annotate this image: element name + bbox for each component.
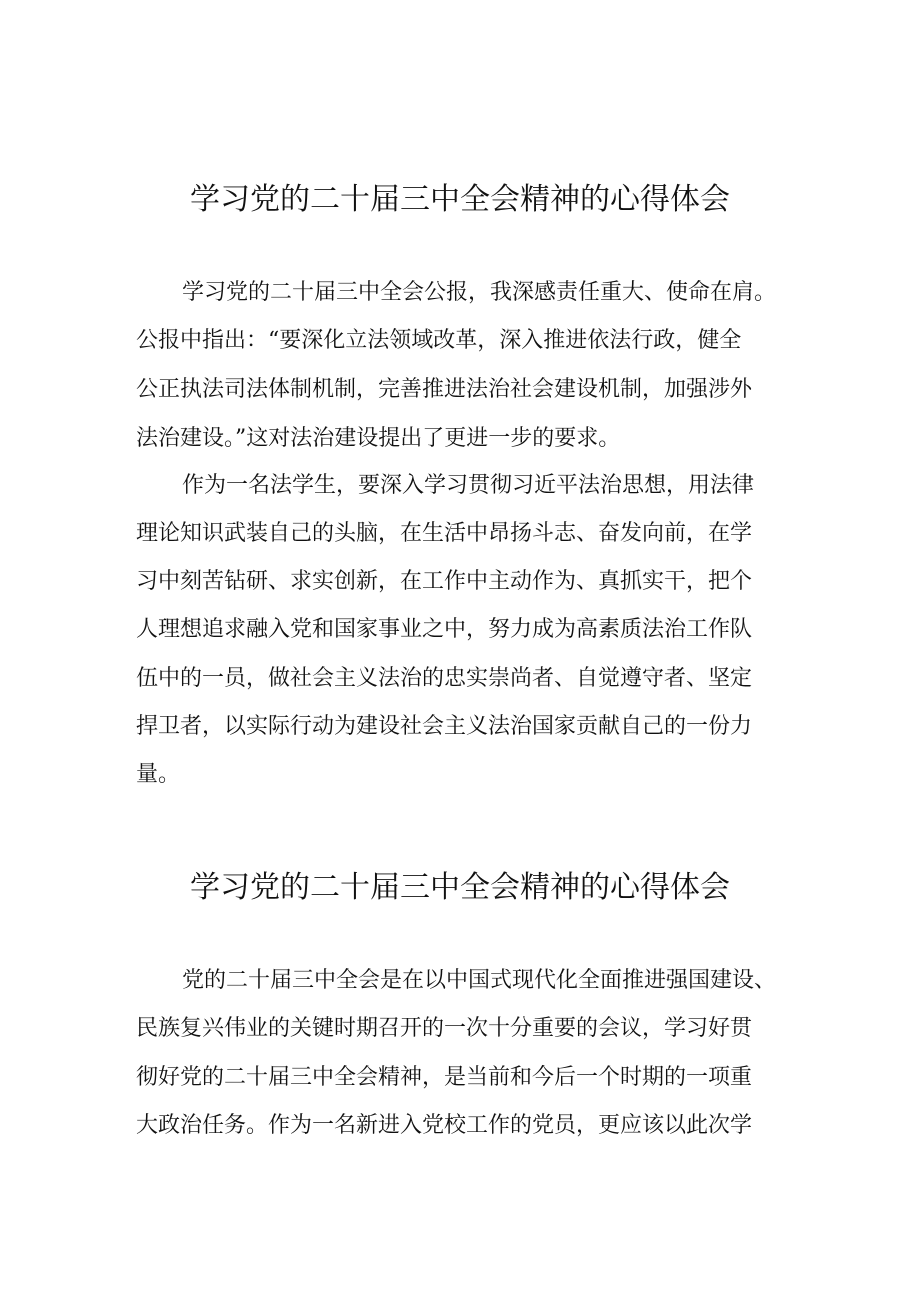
section-1-title: 学习党的二十届三中全会精神的心得体会 <box>190 182 730 217</box>
section-2-title: 学习党的二十届三中全会精神的心得体会 <box>190 870 730 905</box>
paragraph-line: 理论知识武装自己的头脑，在生活中昂扬斗志、奋发向前，在学 <box>136 521 753 546</box>
paragraph-line: 彻好党的二十届三中全会精神，是当前和今后一个时期的一项重 <box>136 1065 753 1090</box>
paragraph-line: 量。 <box>136 762 181 787</box>
paragraph-line: 习中刻苦钻研、求实创新，在工作中主动作为、真抓实干，把个 <box>136 569 753 594</box>
paragraph-line: 大政治任务。作为一名新进入党校工作的党员，更应该以此次学 <box>136 1113 753 1138</box>
paragraph-line: 党的二十届三中全会是在以中国式现代化全面推进强国建设、 <box>182 968 777 993</box>
paragraph-line: 公报中指出：“要深化立法领域改革，深入推进依法行政，健全 <box>136 328 742 353</box>
paragraph-line: 公正执法司法体制机制，完善推进法治社会建设机制，加强涉外 <box>136 377 753 402</box>
paragraph-line: 捍卫者，以实际行动为建设社会主义法治国家贡献自己的一份力 <box>136 714 753 739</box>
paragraph-line: 人理想追求融入党和国家事业之中，努力成为高素质法治工作队 <box>136 617 753 642</box>
paragraph-line: 伍中的一员，做社会主义法治的忠实崇尚者、自觉遵守者、坚定 <box>136 666 753 691</box>
paragraph-line: 作为一名法学生，要深入学习贯彻习近平法治思想，用法律 <box>182 473 755 498</box>
paragraph-line: 法治建设。”这对法治建设提出了更进一步的要求。 <box>136 426 621 451</box>
paragraph-line: 民族复兴伟业的关键时期召开的一次十分重要的会议，学习好贯 <box>136 1016 753 1041</box>
paragraph-line: 学习党的二十届三中全会公报，我深感责任重大、使命在肩。 <box>182 280 777 305</box>
